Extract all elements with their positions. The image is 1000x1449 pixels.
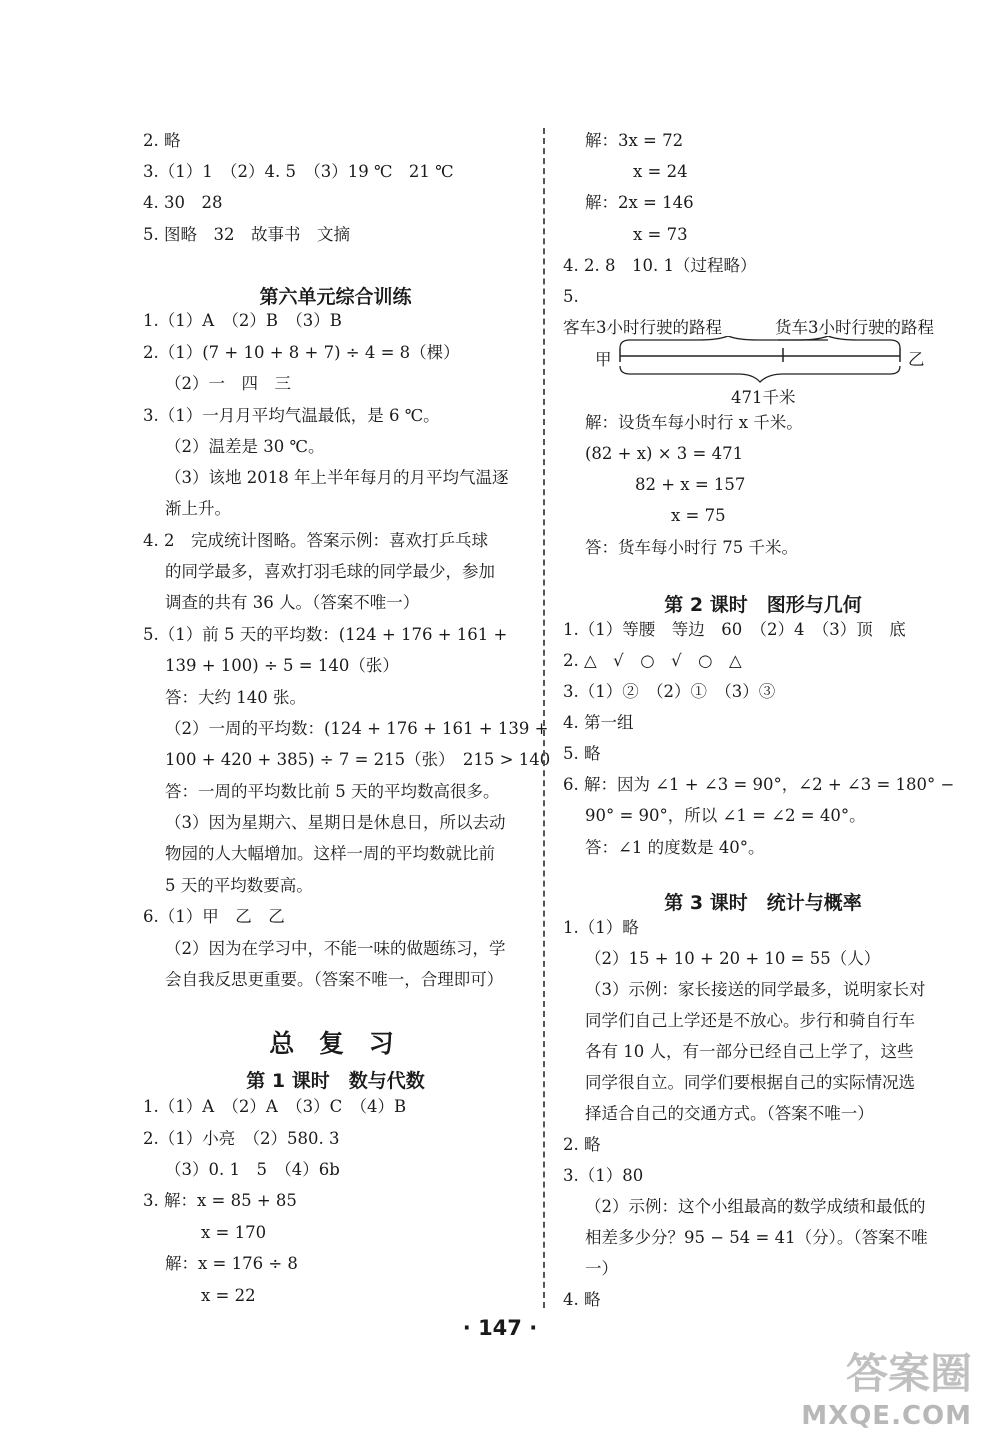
answer-line: 4. 略 — [563, 1290, 601, 1309]
page-number: · 147 · — [462, 1316, 538, 1340]
answer-line: 3.（1）② （2）① （3）③ — [563, 682, 776, 701]
answer-line: 2.（1）(7 + 10 + 8 + 7) ÷ 4 = 8（棵） — [143, 343, 460, 362]
answer-line: 相差多少分？95 − 54 = 41（分）。（答案不唯 — [585, 1228, 928, 1247]
answer-line: （2）示例：这个小组最高的数学成绩和最低的 — [585, 1197, 926, 1216]
diagram-lines — [618, 336, 903, 386]
answer-line: 解：x = 176 ÷ 8 — [165, 1254, 298, 1273]
answer-line: 答：∠1 的度数是 40°。 — [585, 838, 765, 857]
answer-line: 3. 解：x = 85 + 85 — [143, 1191, 297, 1210]
answer-line: 调查的共有 36 人。（答案不唯一） — [165, 593, 420, 612]
answer-line: （3）该地 2018 年上半年每月的月平均气温逐 — [165, 468, 509, 487]
column-divider — [543, 128, 545, 1308]
answer-line: 5 天的平均数要高。 — [165, 876, 313, 895]
answer-line: （2）一 四 三 — [165, 374, 291, 393]
answer-line: 139 + 100) ÷ 5 = 140（张） — [165, 656, 399, 675]
answer-line: 各有 10 人，有一部分已经自己上学了，这些 — [585, 1042, 914, 1061]
answer-line: 1.（1）等腰 等边 60 （2）4 （3）顶 底 — [563, 620, 906, 639]
answer-line: 2.（1）小亮 （2）580. 3 — [143, 1129, 340, 1148]
section-heading: 第六单元综合训练 — [259, 286, 412, 308]
answer-line: 100 + 420 + 385) ÷ 7 = 215（张） 215 > 140 — [165, 750, 551, 769]
answer-line: 5. 图略 32 故事书 文摘 — [143, 225, 350, 244]
distance-diagram — [563, 308, 963, 408]
answer-line: 1.（1）略 — [563, 918, 639, 937]
answer-line: 4. 2. 8 10. 1（过程略） — [563, 256, 757, 275]
answer-line: （2）15 + 10 + 20 + 10 = 55（人） — [585, 949, 881, 968]
answer-line: （3）示例：家长接送的同学最多，说明家长对 — [585, 980, 926, 999]
answer-line: 4. 2 完成统计图略。答案示例：喜欢打乒乓球 — [143, 531, 488, 550]
chapter-heading: 总 复 习 — [269, 1029, 402, 1058]
lesson-heading: 第 1 课时 数与代数 — [246, 1070, 425, 1092]
answer-line: 解：设货车每小时行 x 千米。 — [585, 413, 803, 432]
answer-line: （3）因为星期六、星期日是休息日，所以去动 — [165, 813, 506, 832]
answer-line: （3）0. 1 5 （4）6b — [165, 1160, 340, 1179]
watermark-title: 答案圈 — [845, 1349, 972, 1398]
answer-line: 4. 第一组 — [563, 713, 634, 732]
diagram-label-bus: 客车3小时行驶的路程 — [563, 318, 722, 337]
answer-line: 择适合自己的交通方式。（答案不唯一） — [585, 1104, 874, 1123]
answer-line: 4. 30 28 — [143, 193, 223, 212]
lesson-heading: 第 3 课时 统计与概率 — [664, 892, 862, 914]
diagram-end-label: 乙 — [908, 350, 925, 369]
watermark-logo — [801, 1341, 992, 1441]
answer-line: （2）因为在学习中，不能一味的做题练习，学 — [165, 939, 506, 958]
answer-line: 5. 略 — [563, 744, 601, 763]
answer-line: x = 170 — [201, 1223, 267, 1242]
answer-line: 1.（1）A （2）B （3）B — [143, 311, 342, 330]
watermark-site: MXQE.COM — [801, 1401, 972, 1431]
answer-line: 5.（1）前 5 天的平均数：(124 + 176 + 161 + — [143, 625, 508, 644]
answer-line: 会自我反思更重要。（答案不唯一，合理即可） — [165, 970, 504, 989]
answer-line: 6.（1）甲 乙 乙 — [143, 907, 285, 926]
answer-line: 2. 略 — [563, 1135, 601, 1154]
lesson-heading: 第 2 课时 图形与几何 — [664, 594, 862, 616]
answer-line: x = 24 — [633, 162, 688, 181]
answer-line: 答：货车每小时行 75 千米。 — [585, 538, 798, 557]
diagram-label-truck: 货车3小时行驶的路程 — [775, 318, 934, 337]
answer-line: 答：大约 140 张。 — [165, 688, 306, 707]
answer-line: x = 75 — [671, 506, 726, 525]
answer-line: 的同学最多，喜欢打羽毛球的同学最少，参加 — [165, 562, 495, 581]
answer-line: 3.（1）一月月平均气温最低，是 6 ℃。 — [143, 406, 440, 425]
answer-line: 一） — [585, 1259, 618, 1278]
answer-line: 2. 略 — [143, 131, 181, 150]
diagram-start-label: 甲 — [595, 350, 612, 369]
answer-line: 3.（1）80 — [563, 1166, 644, 1185]
answer-line: 6. 解：因为 ∠1 + ∠3 = 90°，∠2 + ∠3 = 180° − — [563, 775, 955, 794]
diagram-total-label: 471千米 — [731, 388, 796, 407]
answer-line: (82 + x) × 3 = 471 — [585, 444, 744, 463]
answer-line: （2）温差是 30 ℃。 — [165, 437, 325, 456]
answer-line: 3.（1）1 （2）4. 5 （3）19 ℃ 21 ℃ — [143, 162, 454, 181]
answer-line: 90° = 90°，所以 ∠1 = ∠2 = 40°。 — [585, 806, 866, 825]
answer-line: 5. — [563, 287, 579, 306]
answer-line: 1.（1）A （2）A （3）C （4）B — [143, 1097, 407, 1116]
answer-line: 同学很自立。同学们要根据自己的实际情况选 — [585, 1073, 915, 1092]
answer-line: 解：3x = 72 — [585, 131, 684, 150]
answer-line: （2）一周的平均数：(124 + 176 + 161 + 139 + — [165, 719, 549, 738]
answer-line: 2. △ √ ○ √ ○ △ — [563, 651, 742, 670]
answer-line: x = 73 — [633, 225, 688, 244]
answer-line: 答：一周的平均数比前 5 天的平均数高很多。 — [165, 782, 500, 801]
answer-line: 同学们自己上学还是不放心。步行和骑自行车 — [585, 1011, 915, 1030]
answer-line: x = 22 — [201, 1286, 256, 1305]
answer-line: 渐上升。 — [165, 499, 231, 518]
answer-line: 82 + x = 157 — [635, 475, 746, 494]
answer-line: 物园的人大幅增加。这样一周的平均数就比前 — [165, 844, 495, 863]
answer-line: 解：2x = 146 — [585, 193, 694, 212]
